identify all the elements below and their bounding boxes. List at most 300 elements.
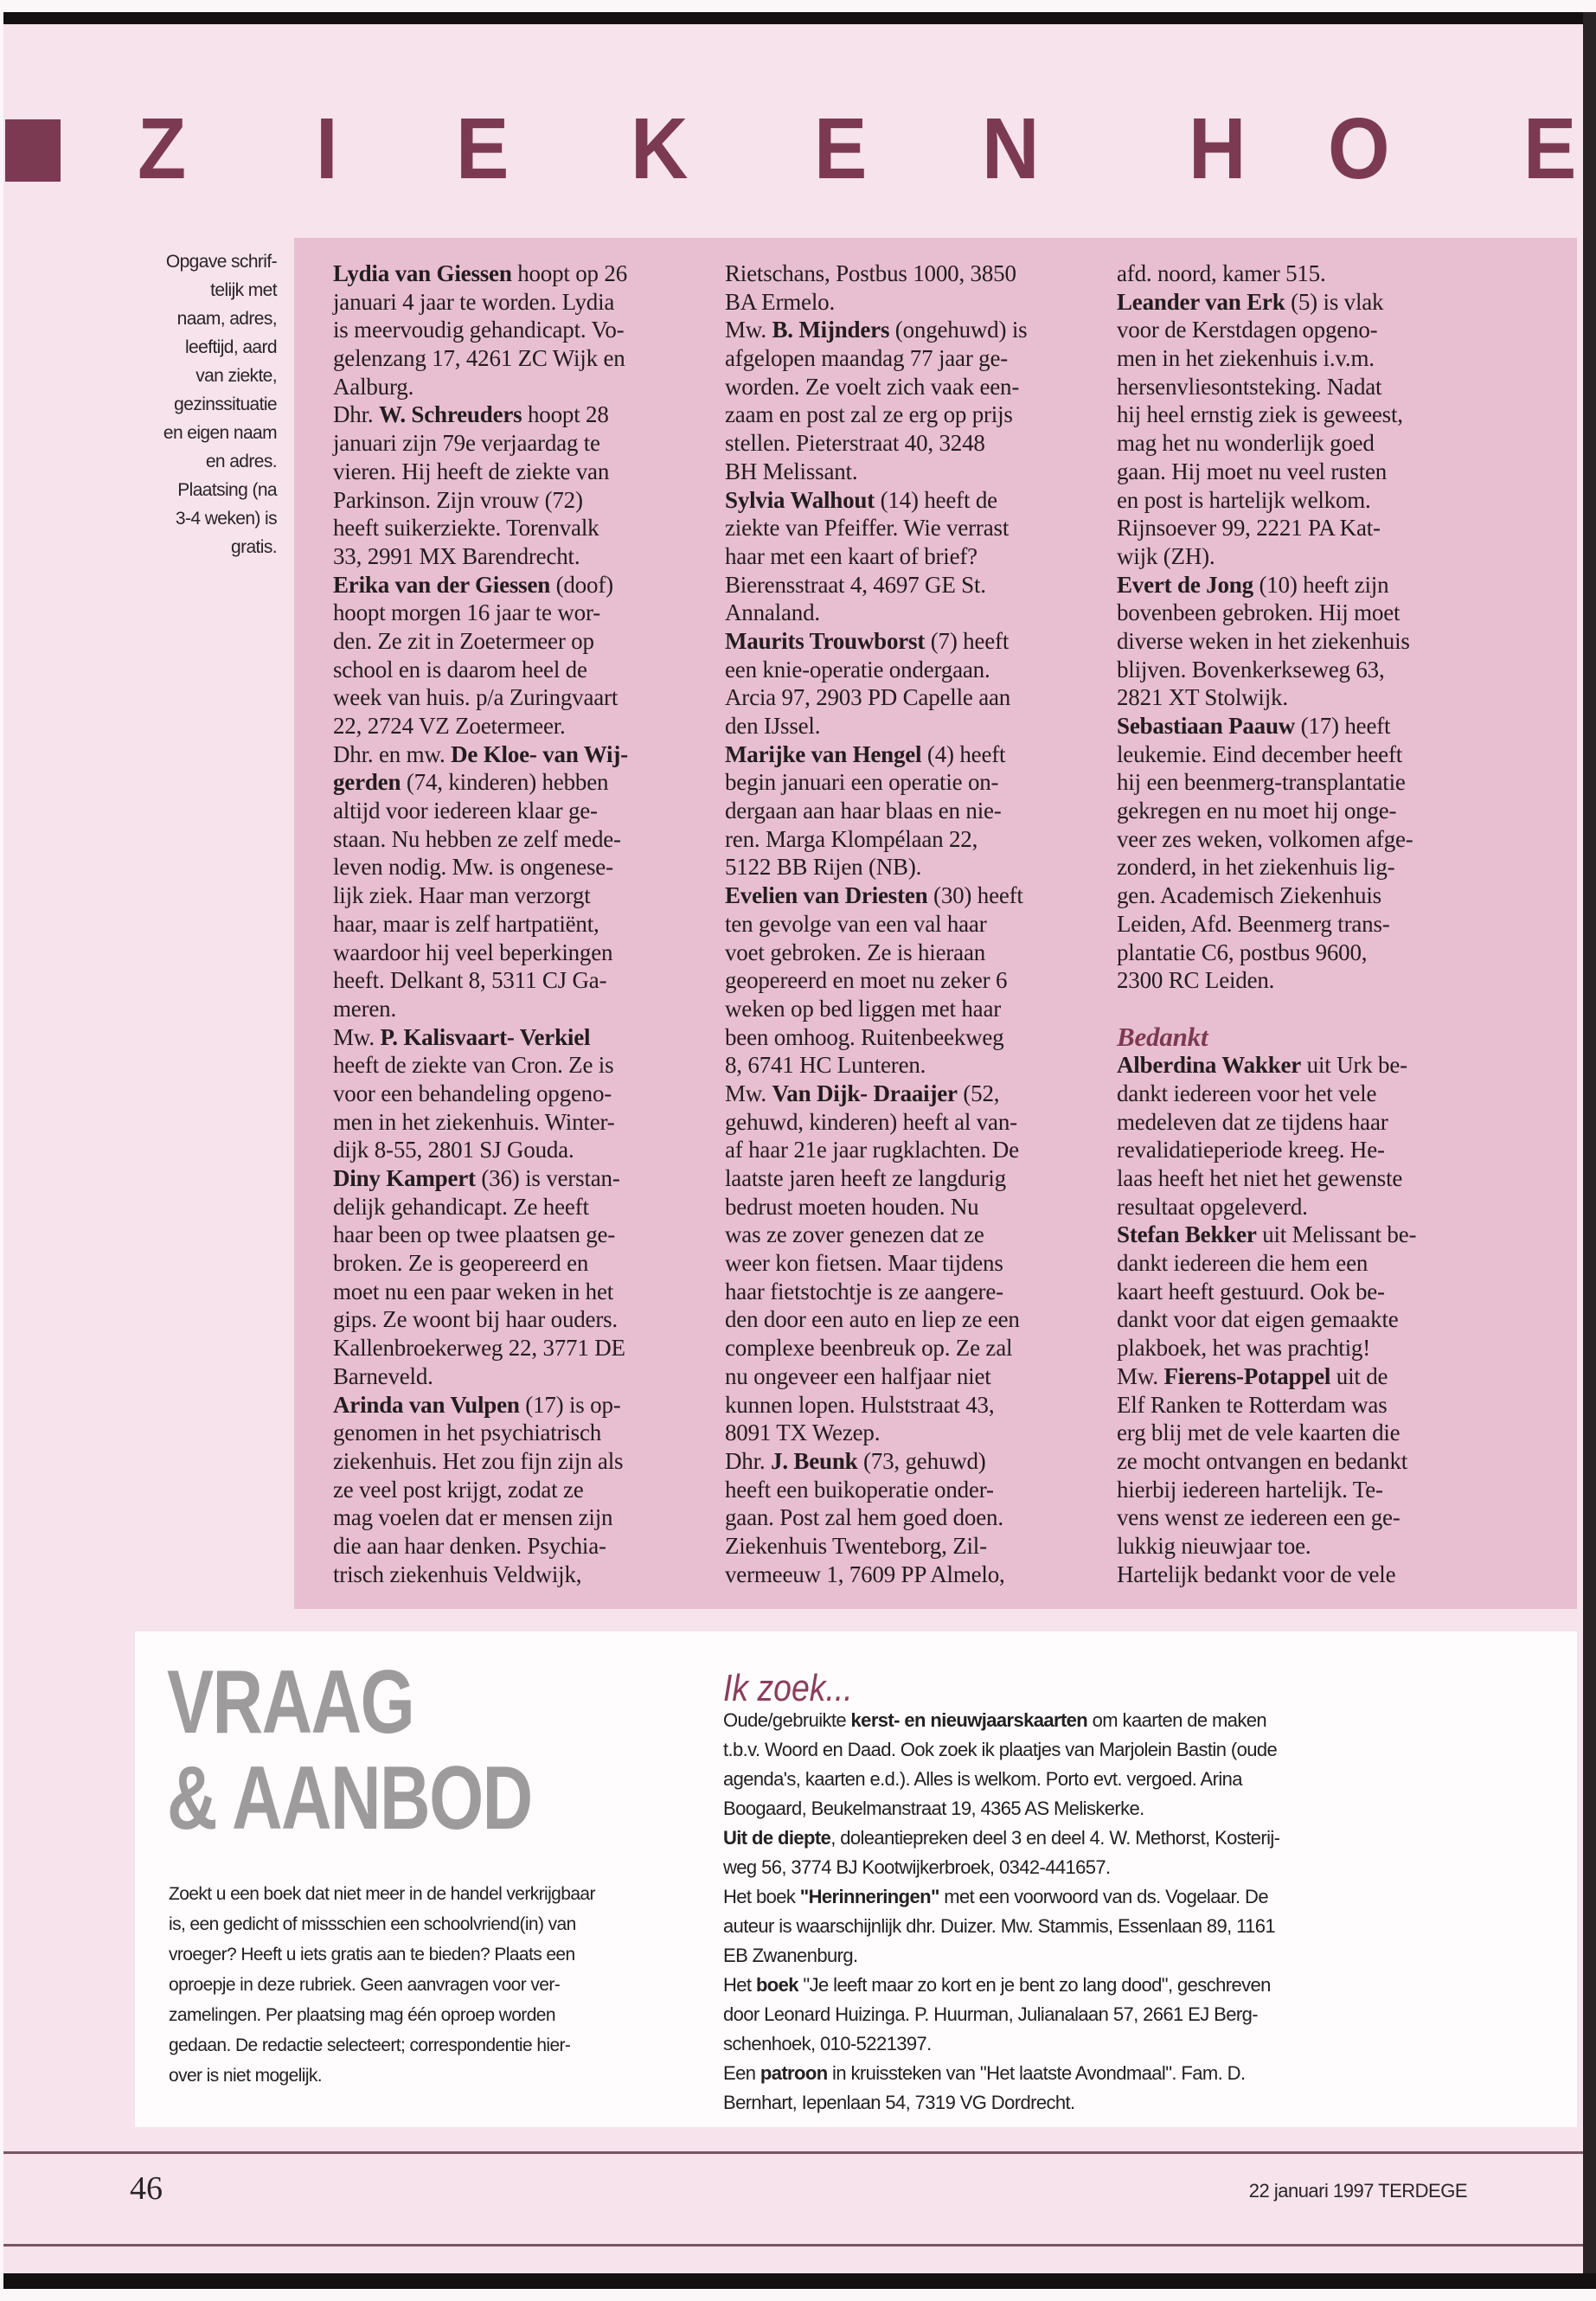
text-segment: (36) is verstan- [475,1165,620,1191]
text-segment: voor de Kerstdagen opgeno- [1117,317,1378,343]
text-segment: hierbij iedereen hartelijk. Te- [1117,1476,1383,1503]
text-line [725,373,1027,401]
text-segment: meren. [333,995,397,1022]
text-segment: heeft suikerziekte. Torenvalk [333,515,599,542]
text-segment: om kaarten de maken [1087,1709,1267,1731]
text-segment: bedrust moeten houden. Nu [725,1193,979,1220]
text-segment: Ziekenhuis Twenteborg, Zil- [725,1532,987,1559]
text-line [725,316,1027,344]
highlighted-name: Evert de Jong [1117,571,1253,598]
text-segment: BA Ermelo. [725,288,835,315]
text-line [723,2000,1279,2029]
text-segment: weer kon fietsen. Maar tijdens [725,1250,1003,1277]
text-line [725,656,1027,684]
text-segment: vroeger? Heeft u iets gratis aan te bieden? Plaats een [169,1945,575,1965]
submission-note-line: naam, adres, [176,309,277,329]
text-line [169,2030,595,2061]
text-line [333,939,628,967]
text-line [725,1532,1027,1561]
footer-rule-bottom [3,2244,1583,2247]
text-line [333,1447,628,1476]
text-segment: Boogaard, Beukelmanstraat 19, 4365 AS Meliskerke. [723,1798,1144,1819]
text-line [1117,542,1416,571]
text-line [333,1503,628,1532]
text-line [333,966,628,995]
text-line [333,1391,628,1420]
text-line [1117,1532,1416,1561]
text-line [169,1879,595,1909]
text-line [333,514,628,542]
text-line [333,1136,628,1164]
text-segment: complexe beenbreuk op. Ze zal [725,1335,1013,1362]
submission-note-line: telijk met [210,280,277,300]
text-segment: dankt iedereen die hem een [1117,1250,1368,1277]
text-segment: auteur is waarschijnlijk dhr. Duizer. Mw. Stammis, Essenlaan 89, 1161 [723,1915,1276,1937]
text-segment: Parkinson. Zijn vrouw (72) [333,486,583,513]
text-line [169,1909,595,1939]
text-segment: ten gevolge van een val haar [725,910,987,937]
text-line [1117,373,1416,401]
highlighted-name: "Herinneringen" [799,1886,939,1907]
text-segment: Bierensstraat 4, 4697 GE St. [725,571,986,598]
submission-note [104,247,277,561]
announcements-column-2 [725,260,1027,1588]
submission-note-text [104,247,277,561]
text-segment: 22, 2724 VZ Zoetermeer. [333,713,566,739]
text-line [333,1051,628,1080]
highlighted-name: Alberdina Wakker [1117,1052,1302,1079]
text-line [725,995,1027,1023]
text-segment: broken. Ze is geopereerd en [333,1250,589,1277]
footer-rule-top [3,2151,1583,2154]
text-segment: Oude/gebruikte [723,1709,851,1731]
text-segment: dankt iedereen voor het vele [1117,1080,1377,1106]
text-segment: dankt voor dat eigen gemaakte [1117,1306,1399,1333]
text-line [723,2029,1279,2059]
title-letter: K [631,100,689,197]
text-segment: ze mocht ontvangen en bedankt [1117,1447,1408,1474]
text-segment: afd. noord, kamer 515. [1117,260,1326,286]
text-line [1117,825,1416,854]
text-segment: gips. Ze woont bij haar ouders. [333,1306,618,1333]
text-segment: (5) is vlak [1285,288,1384,315]
text-line [723,1853,1279,1882]
text-segment: trisch ziekenhuis Veldwijk, [333,1561,582,1587]
text-line [333,1532,628,1561]
text-segment: Barneveld. [333,1362,433,1389]
title-letter: E [456,100,510,197]
text-line [723,1765,1279,1794]
highlighted-name: Stefan Bekker [1117,1221,1257,1248]
text-segment: Het boek [723,1886,800,1907]
text-line [725,486,1027,515]
text-segment: (doof) [550,571,613,598]
text-line [725,1561,1027,1589]
text-line [725,1023,1027,1052]
text-line [723,1823,1279,1853]
text-line [723,1706,1279,1735]
text-segment: ziekte van Pfeiffer. Wie verrast [725,515,1010,542]
text-segment: Dhr. [333,401,380,428]
highlighted-name: Leander van Erk [1117,288,1285,315]
submission-note-line: en adres. [205,452,277,471]
text-line [1117,1221,1416,1249]
text-line [333,740,628,769]
text-line [725,401,1027,429]
text-line [333,1561,628,1589]
text-segment: medeleven dat ze tijdens haar [1117,1108,1388,1135]
highlighted-name: Sylvia Walhout [725,486,875,513]
text-segment: gaan. Post zal hem goed doen. [725,1504,1003,1531]
text-line [333,429,628,458]
text-line [723,1794,1279,1823]
text-segment: weken op bed liggen met haar [725,995,1002,1022]
text-segment: Kallenbroekerweg 22, 3771 DE [333,1335,625,1362]
text-line [725,344,1027,373]
text-line [333,712,628,740]
text-line [1117,1362,1416,1391]
text-line [725,1193,1027,1221]
text-line [1117,740,1416,769]
text-line [333,1476,628,1504]
text-segment: 2821 XT Stolwijk. [1117,684,1288,711]
text-segment: Aalburg. [333,373,414,400]
text-line [1117,1476,1416,1504]
text-line [169,2000,595,2030]
text-line [1117,881,1416,910]
text-segment: haar met een kaart of brief? [725,542,977,569]
submission-note-line: 3-4 weken) is [175,509,277,529]
text-line [333,260,628,288]
text-line [1117,797,1416,825]
text-segment: Mw. [1117,1362,1164,1389]
text-line [723,1971,1279,2000]
title-letter: Z [138,100,187,197]
text-segment: Mw. [333,1023,381,1050]
text-segment: diverse weken in het ziekenhuis [1117,627,1410,654]
highlighted-name: De Kloe- van Wij- [451,740,628,767]
text-segment: schenhoek, 010-5221397. [723,2033,932,2054]
text-line [1117,1023,1416,1052]
text-segment: resultaat opgeleverd. [1117,1193,1308,1220]
text-segment: begin januari een operatie on- [725,769,999,796]
text-segment: heeft de ziekte van Cron. Ze is [333,1052,614,1079]
text-line [723,1912,1279,1941]
text-segment: Annaland. [725,599,820,626]
text-segment: den. Ze zit in Zoetermeer op [333,627,594,654]
text-line [725,260,1027,288]
text-line [1117,1334,1416,1362]
text-segment: 33, 2991 MX Barendrecht. [333,542,580,569]
text-segment: waardoor hij veel beperkingen [333,939,613,965]
text-segment: week van huis. p/a Zuringvaart [333,684,619,711]
highlighted-name: Lydia van Giessen [333,260,512,286]
text-segment: is, een gedicht of missschien een schoolvriend(in) van [169,1914,576,1934]
text-line [725,683,1027,712]
text-line [333,1419,628,1447]
text-segment: januari zijn 79e verjaardag te [333,430,600,457]
text-segment: (4) heeft [921,740,1006,767]
text-segment: af haar 21e jaar rugklachten. De [725,1137,1019,1163]
text-segment: (52, [957,1080,1000,1106]
title-letter: N [982,100,1040,197]
text-segment: genomen in het psychiatrisch [333,1420,602,1446]
text-line [725,1503,1027,1532]
text-line [1117,768,1416,797]
scan-border-right [1583,12,1596,2289]
highlighted-name: Erika van der Giessen [333,571,551,598]
text-line [725,1334,1027,1362]
text-line [333,1164,628,1193]
text-line [1117,1136,1416,1164]
title-square-marker [5,119,61,182]
text-line [723,1735,1279,1765]
text-line [169,1939,595,1970]
text-segment: kaart heeft gestuurd. Ook be- [1117,1278,1385,1304]
text-line [333,542,628,571]
highlighted-name: Van Dijk- Draaijer [772,1080,958,1106]
submission-note-line: en eigen naam [163,423,277,443]
text-line [1117,712,1416,740]
text-segment: den door een auto en liep ze een [725,1306,1020,1333]
text-line [333,1221,628,1249]
text-line [725,1419,1027,1447]
text-line [1117,1447,1416,1476]
text-segment: altijd voor iedereen klaar ge- [333,798,598,824]
text-segment: t.b.v. Woord en Daad. Ook zoek ik plaatjes van Marjolein Bastin (oude [723,1739,1278,1760]
text-segment: revalidatieperiode kreeg. He- [1117,1137,1385,1163]
text-line [725,1391,1027,1420]
text-line [1117,571,1416,599]
highlighted-name: P. Kalisvaart- Verkiel [380,1023,591,1050]
scan-border-bottom [3,2273,1596,2289]
text-line [725,571,1027,599]
text-line [333,797,628,825]
text-line [333,825,628,854]
text-segment: 2300 RC Leiden. [1117,967,1275,994]
text-segment: leven nodig. Mw. is ongenese- [333,854,613,881]
text-segment: "Je leeft maar zo kort en je bent zo lang dood", geschreven [798,1974,1271,1996]
text-line [725,542,1027,571]
ik-zoek-ads [723,1706,1279,2118]
text-line [725,627,1027,656]
text-line [725,1476,1027,1504]
text-line [725,966,1027,995]
highlighted-name: Evelien van Driesten [725,882,928,909]
text-line [725,1136,1027,1164]
text-segment: men in het ziekenhuis. Winter- [333,1108,615,1135]
text-segment: Dhr. en mw. [333,740,452,767]
text-line [333,627,628,656]
text-line [333,571,628,599]
text-line [333,1108,628,1137]
highlighted-name: Diny Kampert [333,1165,476,1191]
highlighted-name: B. Mijnders [772,317,890,343]
text-segment: een knie-operatie ondergaan. [725,656,990,683]
title-letter: H [1189,100,1247,197]
text-segment: Dhr. [725,1447,772,1474]
vraag-aanbod-title-line1: VRAAG [167,1652,414,1753]
text-line [1117,1080,1416,1108]
highlighted-name: Uit de diepte [723,1827,831,1849]
submission-note-line: leeftijd, aard [184,337,277,357]
text-segment: hoopt morgen 16 jaar te wor- [333,599,601,626]
text-segment: heeft een buikoperatie onder- [725,1476,994,1503]
text-line [1117,683,1416,712]
text-line [725,514,1027,542]
highlighted-name: gerden [333,769,401,796]
text-segment: (14) heeft de [875,486,997,513]
text-line [725,881,1027,910]
text-segment: afgelopen maandag 77 jaar ge- [725,345,1009,372]
text-segment: door Leonard Huizinga. P. Huurman, Julianalaan 57, 2661 EJ Berg- [723,2003,1258,2025]
text-line [1117,1108,1416,1137]
text-line [725,853,1027,881]
highlighted-name: J. Beunk [771,1447,858,1474]
text-line [1117,344,1416,373]
text-segment: Rietschans, Postbus 1000, 3850 [725,260,1016,286]
text-segment: BH Melissant. [725,458,858,484]
text-line [725,1080,1027,1108]
text-segment: januari 4 jaar te worden. Lydia [333,288,615,315]
text-line [333,881,628,910]
text-segment: (74, kinderen) hebben [401,769,609,796]
text-line [725,825,1027,854]
text-line [1117,316,1416,344]
text-line [1117,1305,1416,1334]
highlighted-name: Arinda van Vulpen [333,1391,520,1418]
text-segment: 8091 TX Wezep. [725,1420,881,1446]
text-line [333,768,628,797]
text-segment: hersenvliesontsteking. Nadat [1117,373,1382,400]
text-line [725,288,1027,317]
text-line [333,1334,628,1362]
text-segment: laatste jaren heeft ze langdurig [725,1165,1006,1191]
text-segment: plakboek, het was prachtig! [1117,1335,1370,1362]
ik-zoek-heading: Ik zoek... [723,1667,853,1709]
text-segment: Zoekt u een boek dat niet meer in de handel verkrijgbaar [169,1884,595,1904]
text-segment: haar, maar is zelf hartpatiënt, [333,910,599,937]
text-line [333,401,628,429]
text-line [723,2088,1279,2118]
text-line [725,1447,1027,1476]
text-segment: veer zes weken, volkomen afge- [1117,825,1413,852]
page-number: 46 [130,2170,163,2207]
text-line [1117,599,1416,627]
text-segment: plantatie C6, postbus 9600, [1117,939,1368,965]
text-line [169,1970,595,2000]
text-line [1117,429,1416,458]
text-segment: voet gebroken. Ze is hieraan [725,939,986,965]
text-segment: gehuwd, kinderen) heeft al van- [725,1108,1017,1135]
text-segment: Leiden, Afd. Beenmerg trans- [1117,910,1390,937]
text-segment: voor een behandeling opgeno- [333,1080,612,1106]
text-segment: stellen. Pieterstraat 40, 3248 [725,430,985,457]
text-line [1117,853,1416,881]
text-segment: Een [723,2062,760,2084]
submission-note-line: gezinssituatie [174,394,277,414]
text-segment: haar been op twee plaatsen ge- [333,1221,616,1248]
text-line [1117,1193,1416,1221]
vraag-aanbod-intro [169,1879,595,2091]
text-segment: ziekenhuis. Het zou fijn zijn als [333,1447,624,1474]
submission-note-line: gratis. [231,537,277,557]
highlighted-name: kerst- en nieuwjaarskaarten [850,1709,1088,1731]
text-line [1117,627,1416,656]
text-segment: worden. Ze voelt zich vaak een- [725,373,1020,400]
text-line [725,1362,1027,1391]
text-line [1117,514,1416,542]
text-line [333,656,628,684]
highlighted-name: Marijke van Hengel [725,740,922,767]
text-segment: moet nu een paar weken in het [333,1278,614,1304]
text-line [333,1023,628,1052]
text-segment: Mw. [725,1080,772,1106]
text-segment: uit de [1330,1362,1388,1389]
text-line [1117,910,1416,939]
text-line [723,2059,1279,2088]
text-segment: is meervoudig gehandicapt. Vo- [333,317,625,343]
text-line [725,768,1027,797]
text-line [333,373,628,401]
text-line [169,2061,595,2091]
text-segment: met een voorwoord van ds. Vogelaar. De [939,1886,1268,1907]
text-line [1117,1419,1416,1447]
text-line [725,1221,1027,1249]
title-letter: E [1523,100,1577,197]
text-segment: was ze zover genezen dat ze [725,1221,984,1248]
subsection-heading: Bedankt [1117,1021,1208,1052]
highlighted-name: boek [755,1974,798,1996]
text-segment: zamelingen. Per plaatsing mag één oproep worden [169,2005,555,2025]
text-segment: (7) heeft [925,627,1010,654]
text-segment: die aan haar denken. Psychia- [333,1532,606,1559]
text-line [725,458,1027,486]
text-line [333,683,628,712]
text-segment: laas heeft het niet het gewenste [1117,1165,1403,1191]
text-segment: uit Melissant be- [1256,1221,1417,1248]
text-line [333,1249,628,1278]
text-segment: Rijnsoever 99, 2221 PA Kat- [1117,515,1381,542]
text-segment: mag het nu wonderlijk goed [1117,430,1375,457]
text-segment: lijk ziek. Haar man verzorgt [333,882,591,909]
text-segment: mag voelen dat er mensen zijn [333,1504,613,1531]
text-segment: oproepje in deze rubriek. Geen aanvragen voor ver- [169,1975,561,1995]
text-segment: (30) heeft [927,882,1023,909]
text-line [1117,458,1416,486]
text-line [1117,995,1416,1023]
text-line [1117,1051,1416,1080]
text-line [1117,939,1416,967]
vraag-aanbod-title-line2: & AANBOD [167,1748,532,1849]
text-segment: over is niet mogelijk. [169,2066,323,2086]
text-segment: bovenbeen gebroken. Hij moet [1117,599,1401,626]
text-line [1117,1561,1416,1589]
text-segment: en post is hartelijk welkom. [1117,486,1371,513]
text-line [725,910,1027,939]
text-line [333,1305,628,1334]
text-segment: vens wenst ze iedereen een ge- [1117,1504,1401,1531]
text-line [333,1193,628,1221]
text-line [333,910,628,939]
text-segment: hij een beenmerg-transplantatie [1117,769,1406,796]
text-segment: (ongehuwd) is [889,317,1028,343]
text-segment: uit Urk be- [1301,1052,1407,1079]
text-segment: Hartelijk bedankt voor de vele [1117,1561,1396,1587]
title-letter: I [316,100,338,197]
text-line [725,1249,1027,1278]
text-line [333,288,628,317]
